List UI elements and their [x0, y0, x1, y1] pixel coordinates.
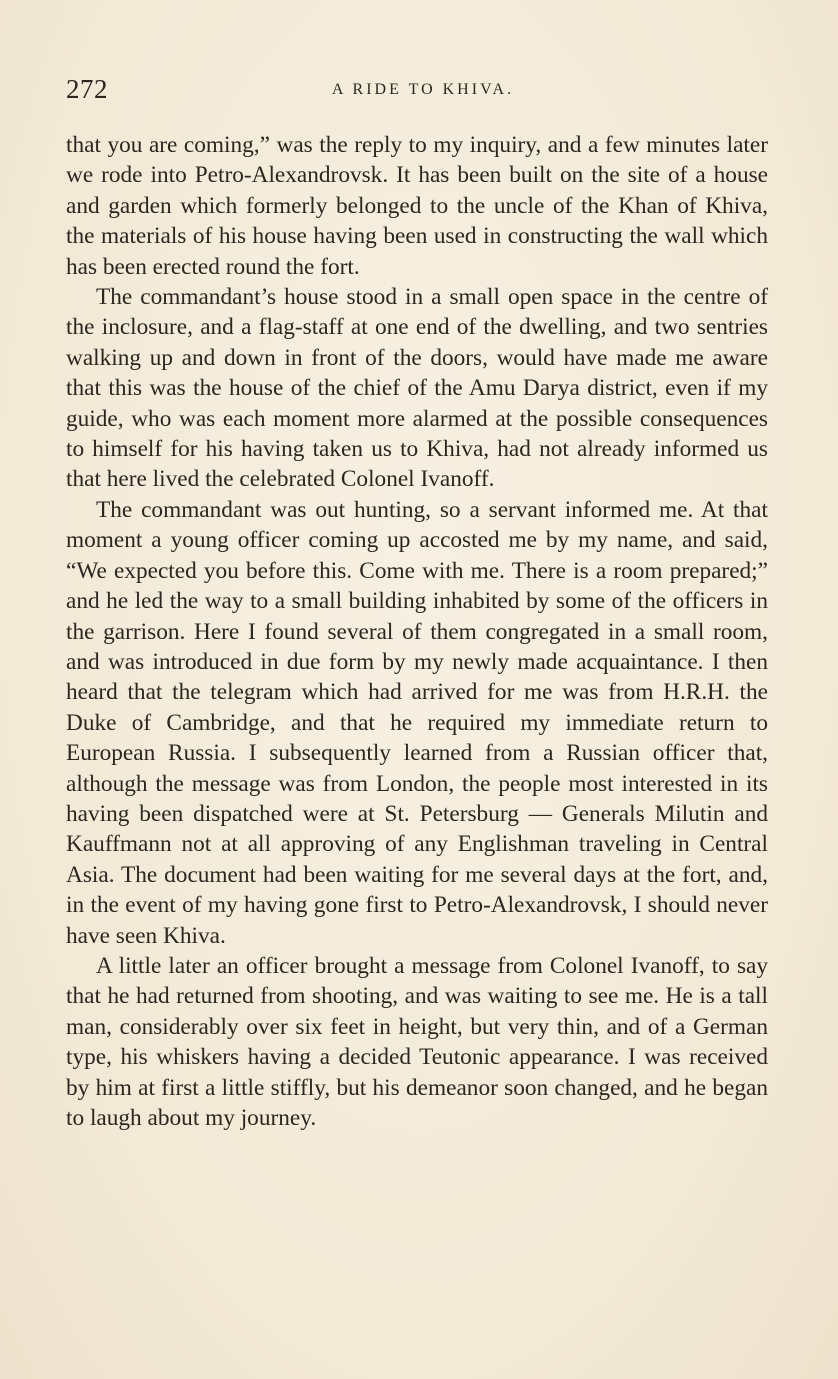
page-number: 272 — [66, 74, 108, 104]
paragraph: A little later an officer brought a message from Colonel Ivanoff, to say that he had returned from shooting, and was waiting to see me. He is a tall man, considerably over six feet in height, but very thin, and of a German type, his whiskers having a decided Teutonic appearance. I was received by him at first a little stiffly, but his demeanor soon changed, and he began to laugh about my journey. — [66, 952, 768, 1131]
paragraph: The commandant was out hunting, so a servant informed me. At that moment a young officer coming up accosted me by my name, and said, “We expected you before this. Come with me. There is a room prepared;” and he led the way to a small building inhabited by some of the officers in the garrison. Here I found several of them congregated in a small room, and was introduced in due form by my newly made acquaintance. I then heard that the telegram which had arrived for me was from H.R.H. the Duke of Cambridge, and that he required my immediate return to European Russia. I subsequently learned from a Russian officer that, although the message was from London, the people most interested in its having been dispatched were at St. Petersburg — Generals Milutin and Kauffmann not at all approving of any Englishman traveling in Central Asia. The document had been waiting for me several days at the fort, and, in the event of my having gone first to Petro-Alexandrovsk, I should never have seen Khiva. — [66, 496, 768, 949]
paragraph: The commandant’s house stood in a small open space in the centre of the inclosure, and a flag-staff at one end of the dwelling, and two sentries walking up and down in front of the doors, would have made me aware that this was the house of the chief of the Amu Darya district, even if my guide, who was each moment more alarmed at the possible consequences to himself for his having taken us to Khiva, had not already informed us that here lived the celebrated Colonel Ivanoff. — [66, 284, 768, 493]
page-header — [66, 74, 770, 110]
paragraph-continuation: that you are coming,” was the reply to my inquiry, and a few minutes later we rode into Petro-Alexandrovsk. It has been built on the site of a house and garden which formerly belonged to the uncle of the Khan of Khiva, the materials of his house having been used in constructing the wall which has been erected round the fort. — [66, 132, 768, 280]
body-text — [66, 130, 768, 1133]
running-title: A RIDE TO KHIVA. — [331, 81, 515, 98]
